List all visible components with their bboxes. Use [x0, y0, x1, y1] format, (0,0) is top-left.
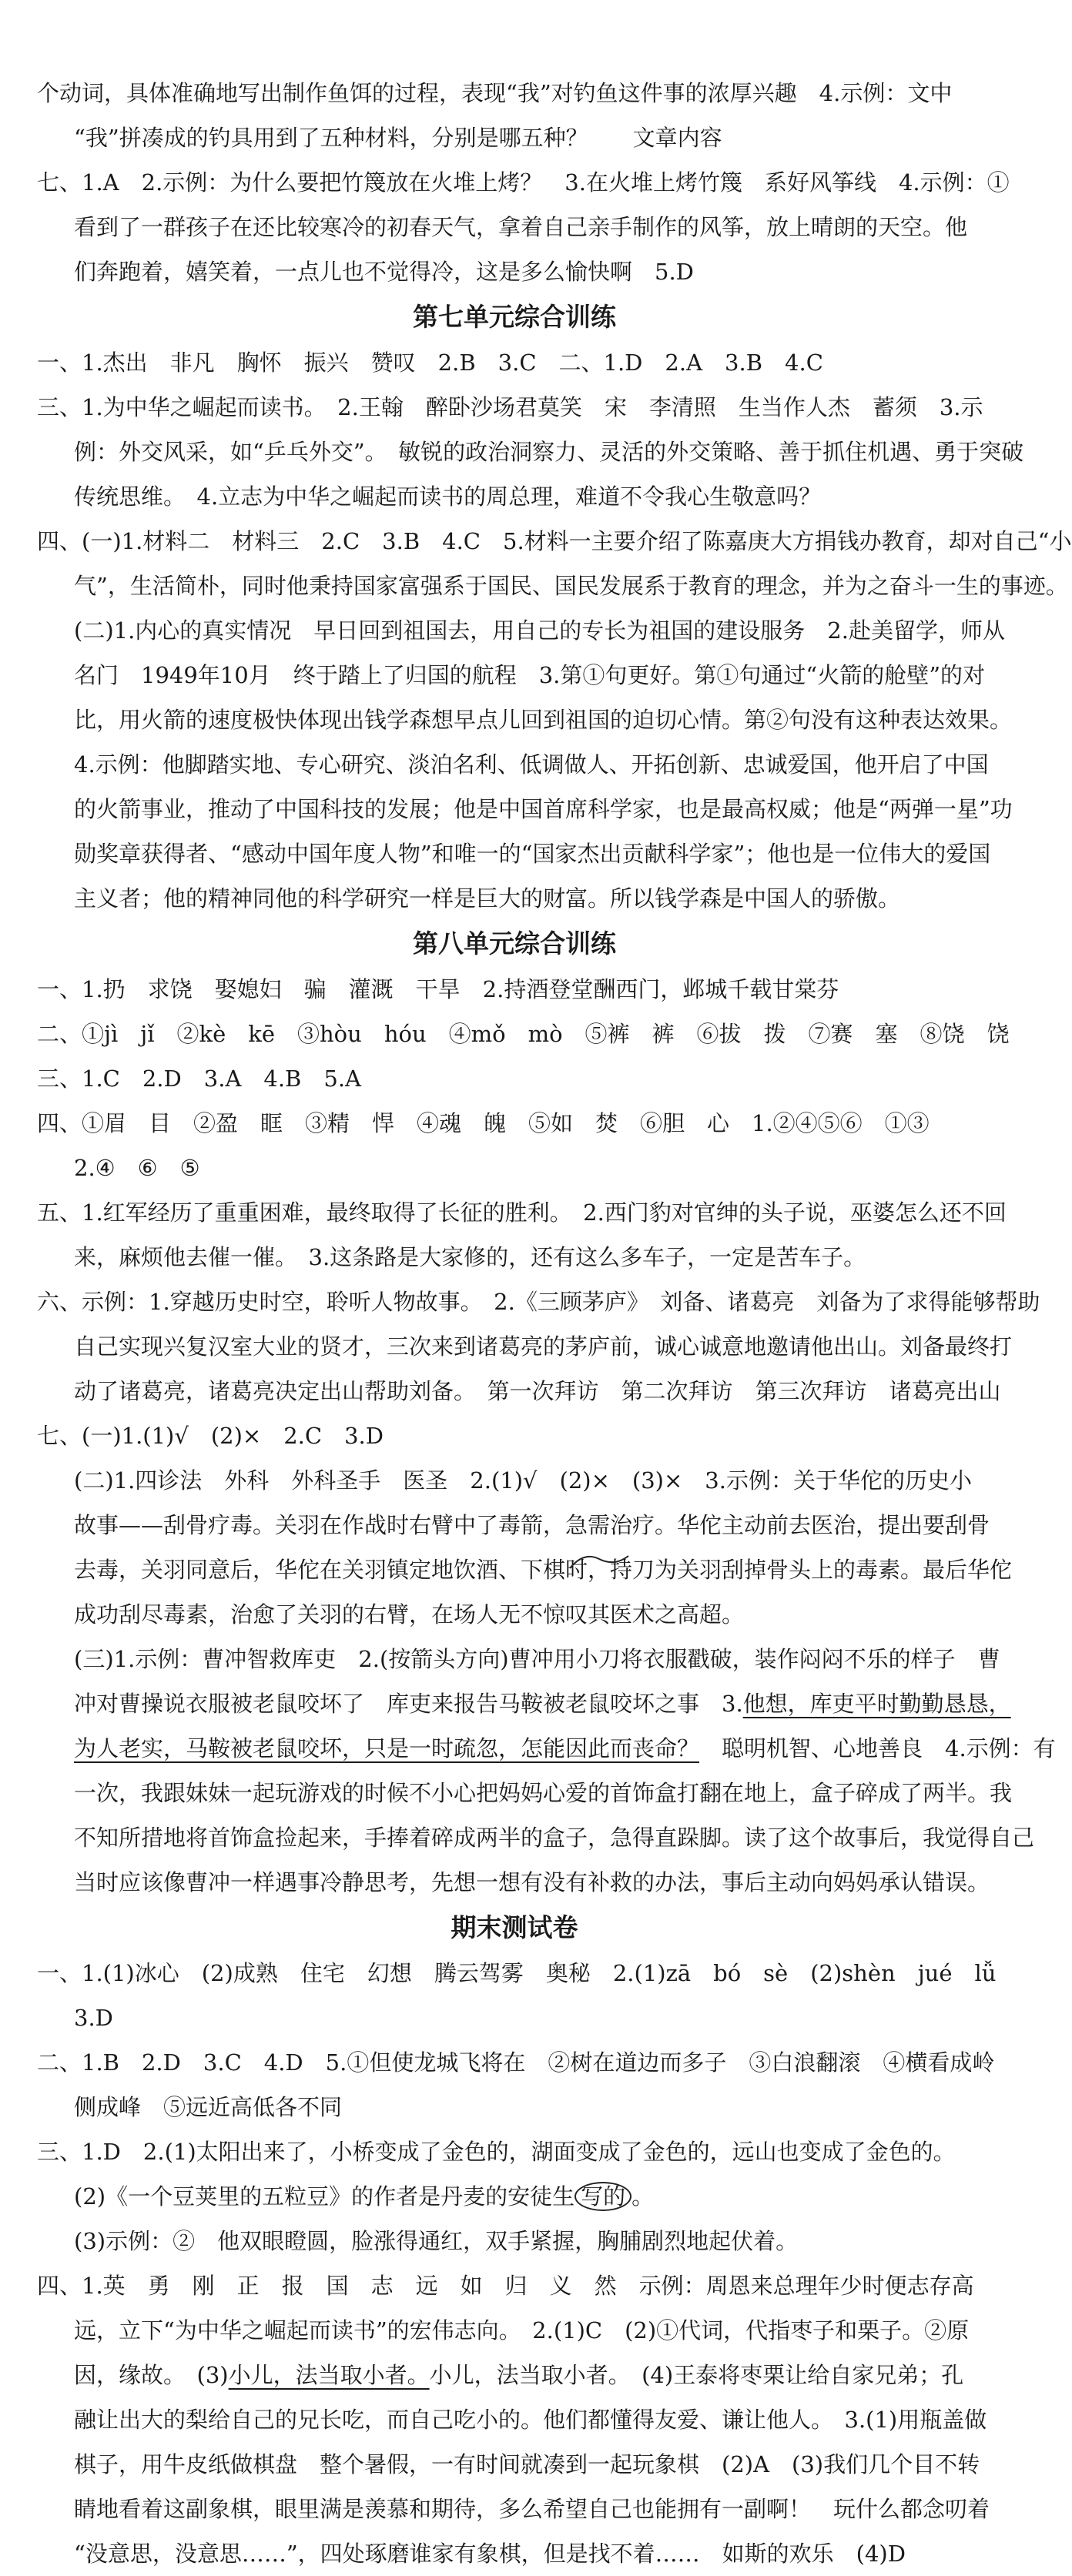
text-line: 睛地看着这副象棋，眼里满是羡慕和期待，多么希望自己也能拥有一副啊！ 玩什么都念叨着 — [74, 2496, 990, 2522]
text-line: 二、1.B 2.D 3.C 4.D 5.①但使龙城飞将在 ②树在道边而多子 ③白浪翻滚 ④横看成岭 — [37, 2049, 995, 2076]
text-line: 七、(一)1.(1)√ (2)× 2.C 3.D — [37, 1423, 384, 1449]
text-line: 三、1.C 2.D 3.A 4.B 5.A — [37, 1066, 361, 1092]
underlined-answer: 他想，库吏平时勤勤恳恳， — [742, 1691, 1011, 1717]
text-line: 一次，我跟妹妹一起玩游戏的时候不小心把妈妈心爱的首饰盒打翻在地上，盒子碎成了两半。我 — [74, 1780, 1013, 1806]
text-line: 四、(一)1.材料二 材料三 2.C 3.B 4.C 5.材料一主要介绍了陈嘉庚大方捐钱办教育，却对自己“小 — [37, 528, 1072, 554]
text-line: 融让出大的梨给自己的兄长吃，而自己吃小的。他们都懂得友爱、谦让他人。 3.(1)用瓶盖做 — [74, 2407, 987, 2433]
text-line: 来，麻烦他去催一催。 3.这条路是大家修的，还有这么多车子，一定是苦车子。 — [74, 1244, 866, 1270]
handwritten-mark-icon — [568, 1550, 630, 1573]
text-line: 们奔跑着，嬉笑着，一点儿也不觉得冷，这是多么愉快啊 5.D — [74, 259, 694, 285]
text-line: (二)1.内心的真实情况 早日回到祖国去，用自己的专长为祖国的建设服务 2.赴美留学，师从 — [74, 617, 1005, 644]
text-line: 4.示例：他脚踏实地、专心研究、淡泊名利、低调做人、开拓创新、忠诚爱国，他开启了中国 — [74, 751, 989, 778]
text-line: 故事——刮骨疗毒。关羽在作战时右臂中了毒箭，急需治疗。华佗主动前去医治，提出要刮骨 — [74, 1512, 990, 1538]
text-line: 3.D — [74, 2005, 113, 2031]
text-line: 勋奖章获得者、“感动中国年度人物”和唯一的“国家杰出贡献科学家”；他也是一位伟大的爱国 — [74, 841, 991, 867]
text-line — [37, 1681, 1011, 1726]
text-line: 二、①jì jǐ ②kè kē ③hòu hóu ④mǒ mò ⑤裤 裤 ⑥拔 拨 ⑦赛 塞 ⑧饶 饶 — [37, 1021, 1010, 1047]
text-line: 个动词，具体准确地写出制作鱼饵的过程，表现“我”对钓鱼这件事的浓厚兴趣 4.示例：文中 — [37, 80, 953, 106]
text-line: 动了诸葛亮，诸葛亮决定出山帮助刘备。 第一次拜访 第二次拜访 第三次拜访 诸葛亮出山 — [74, 1378, 1001, 1404]
text-line: (3)示例：② 他双眼瞪圆，脸涨得通红，双手紧握，胸脯剧烈地起伏着。 — [74, 2228, 799, 2254]
text-line: “没意思，没意思……”，四处琢磨谁家有象棋，但是找不着…… 如斯的欢乐 (4)D — [74, 2541, 906, 2567]
underlined-answer: 为人老实，马鞍被老鼠咬坏，只是一时疏忽，怎能因此而丧命？ — [74, 1735, 700, 1761]
text-line: 四、1.英 勇 刚 正 报 国 志 远 如 归 义 然 示例：周恩来总理年少时便志存高 — [37, 2273, 974, 2299]
answer-page — [37, 71, 1072, 2576]
text-line: 的火箭事业，推动了中国科技的发展；他是中国首席科学家，也是最高权威；他是“两弹一星”功 — [74, 796, 1013, 822]
text-line: 看到了一群孩子在还比较寒冷的初春天气，拿着自己亲手制作的风筝，放上晴朗的天空。他 — [74, 214, 968, 240]
text-line: 2.④ ⑥ ⑤ — [74, 1155, 200, 1181]
text-line: (三)1.示例：曹冲智救库吏 2.(按箭头方向)曹冲用小刀将衣服戳破，装作闷闷不乐的样子 曹 — [74, 1646, 1000, 1672]
text-line: 一、1.杰出 非凡 胸怀 振兴 赞叹 2.B 3.C 二、1.D 2.A 3.B 4.C — [37, 350, 823, 376]
text-line: 一、1.扔 求饶 娶媳妇 骗 灌溉 干旱 2.持酒登堂酬西门，邺城千载甘棠芬 — [37, 976, 839, 1002]
text-line: 三、1.为中华之崛起而读书。 2.王翰 醉卧沙场君莫笑 宋 李清照 生当作人杰 蓄须 3.示 — [37, 394, 983, 420]
text-line: 气”，生活简朴，同时他秉持国家富强系于国民、国民发展系于教育的理念，并为之奋斗一生的事迹。 — [74, 573, 1068, 599]
section-title: 第八单元综合训练 — [413, 928, 616, 958]
text-line: 名门 1949年10月 终于踏上了归国的航程 3.第①句更好。第①句通过“火箭的舱壁”的对 — [74, 662, 986, 688]
text-line: (二)1.四诊法 外科 外科圣手 医圣 2.(1)√ (2)× (3)× 3.示例：关于华佗的历史小 — [74, 1467, 972, 1494]
section-title: 期末测试卷 — [451, 1912, 578, 1942]
text-line — [37, 1726, 1056, 1771]
text-line: 三、1.D 2.(1)太阳出来了，小桥变成了金色的，湖面变成了金色的，远山也变成了金色的。 — [37, 2139, 956, 2165]
text-line: 主义者；他的精神同他的科学研究一样是巨大的财富。所以钱学森是中国人的骄傲。 — [74, 885, 901, 912]
underlined-answer: 小儿，法当取小者。 — [228, 2362, 430, 2388]
text-line: 侧成峰 ⑤远近高低各不同 — [74, 2094, 343, 2120]
text-line: 例：外交风采，如“乒乓外交”。 敏锐的政治洞察力、灵活的外交策略、善于抓住机遇、勇于突破 — [74, 439, 1024, 465]
text-segment: (2)《一个豆荚里的五粒豆》的作者是丹麦的安徒生 — [74, 2183, 575, 2210]
text-segment: 。 — [631, 2183, 655, 2210]
text-line: 成功刮尽毒素，治愈了关羽的右臂，在场人无不惊叹其医术之高超。 — [74, 1601, 745, 1628]
text-line: 四、①眉 目 ②盈 眶 ③精 悍 ④魂 魄 ⑤如 焚 ⑥胆 心 1.②④⑤⑥ ①③ — [37, 1110, 930, 1136]
text-segment: 冲对曹操说衣服被老鼠咬坏了 库吏来报告马鞍被老鼠咬坏之事 3. — [74, 1691, 743, 1717]
text-line: 不知所措地将首饰盒捡起来，手捧着碎成两半的盒子，急得直跺脚。读了这个故事后，我觉得自己 — [74, 1825, 1035, 1851]
text-line: 比，用火箭的速度极快体现出钱学森想早点儿回到祖国的迫切心情。第②句没有这种表达效果。 — [74, 707, 1013, 733]
text-line: 七、1.A 2.示例：为什么要把竹篾放在火堆上烤？ 3.在火堆上烤竹篾 系好风筝线 4.示例：① — [37, 169, 1010, 196]
text-line: 远，立下“为中华之崛起而读书”的宏伟志向。 2.(1)C (2)①代词，代指枣子和栗子。②原 — [74, 2317, 970, 2343]
text-line: 五、1.红军经历了重重困难，最终取得了长征的胜利。 2.西门豹对官绅的头子说，巫婆怎么还不回 — [37, 1199, 1007, 1226]
text-line: “我”拼凑成的钓具用到了五种材料，分别是哪五种？ 文章内容 — [74, 125, 722, 151]
text-line: 六、示例：1.穿越历史时空，聆听人物故事。 2.《三顾茅庐》 刘备、诸葛亮 刘备为了求得能够帮助 — [37, 1289, 1040, 1315]
text-line: 自己实现兴复汉室大业的贤才，三次来到诸葛亮的茅庐前，诚心诚意地邀请他出山。刘备最终打 — [74, 1333, 1013, 1360]
text-line: 传统思维。 4.立志为中华之崛起而读书的周总理，难道不令我心生敬意吗？ — [74, 483, 822, 510]
text-segment: 因，缘故。 (3) — [74, 2362, 229, 2388]
text-line — [37, 2174, 992, 2219]
text-segment: 小儿，法当取小者。 (4)王泰将枣栗让给自家兄弟；孔 — [429, 2362, 964, 2388]
circled-answer: 写的 — [575, 2182, 631, 2211]
text-line: 一、1.(1)冰心 (2)成熟 住宅 幻想 腾云驾雾 奥秘 2.(1)zā bó sè (2)shèn jué lǚ — [37, 1960, 997, 1986]
text-line: 去毒，关羽同意后，华佗在关羽镇定地饮酒、下棋时，持刀为关羽刮掉骨头上的毒素。最后华佗 — [74, 1557, 1013, 1583]
text-line — [37, 2353, 992, 2397]
text-line: 棋子，用牛皮纸做棋盘 整个暑假，一有时间就凑到一起玩象棋 (2)A (3)我们几个目不转 — [74, 2451, 980, 2477]
text-segment: 聪明机智、心地善良 4.示例：有 — [699, 1735, 1056, 1761]
section-title: 第七单元综合训练 — [413, 302, 616, 332]
text-line: 当时应该像曹冲一样遇事冷静思考，先想一想有没有补救的办法，事后主动向妈妈承认错误。 — [74, 1869, 990, 1895]
